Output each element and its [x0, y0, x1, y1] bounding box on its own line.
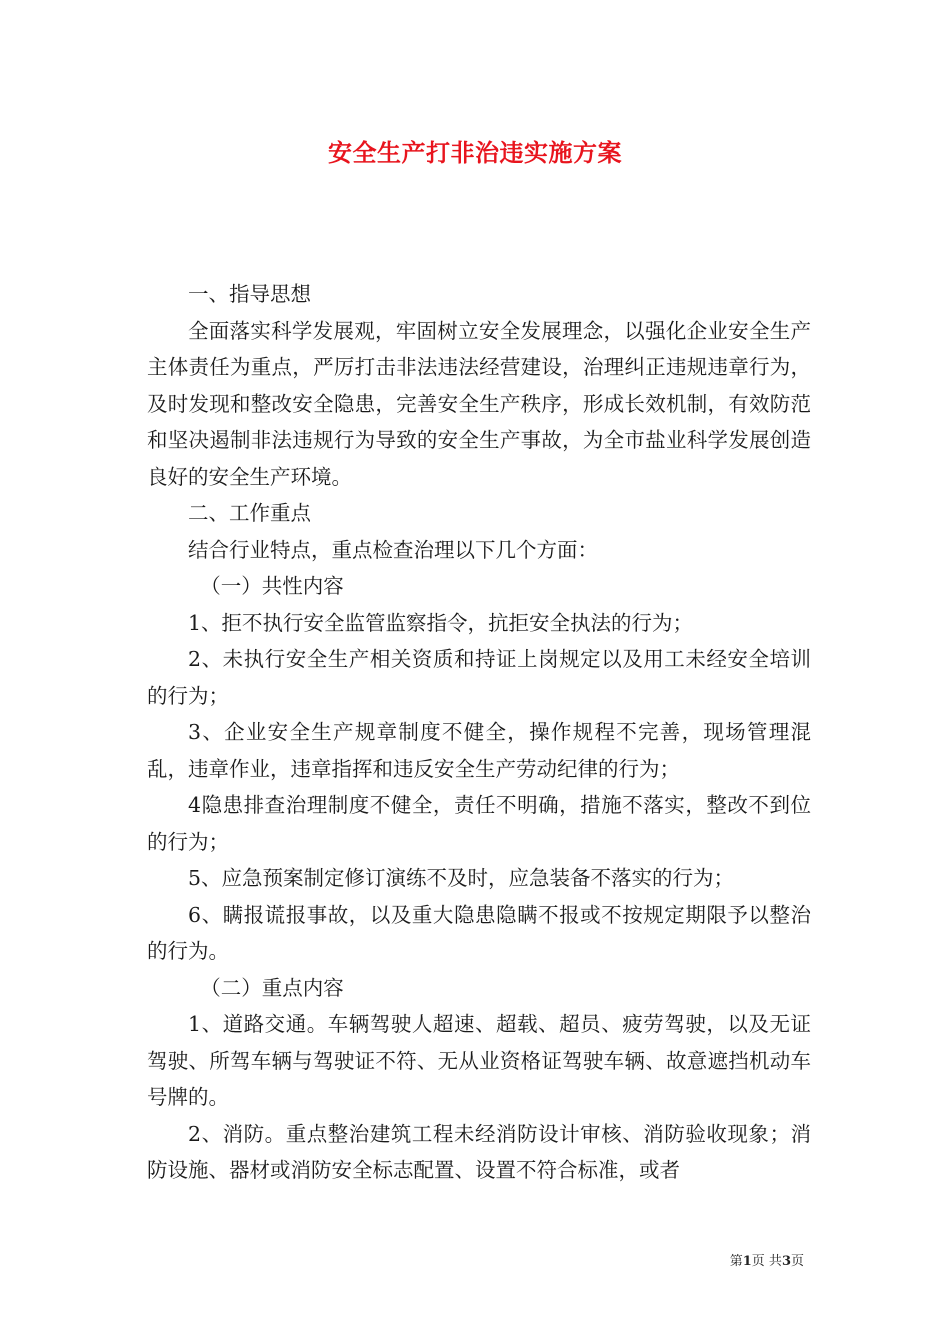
current-page-number: 1: [742, 1254, 752, 1269]
footer-suffix: 页: [790, 1254, 804, 1269]
document-title: 安全生产打非治违实施方案: [328, 138, 622, 167]
total-pages-number: 3: [781, 1254, 791, 1269]
page-footer: [730, 1250, 804, 1269]
list-item: 5、应急预案制定修订演练不及时，应急装备不落实的行为；: [188, 866, 735, 890]
paragraph: 全面落实科学发展观，牢固树立安全发展理念，以强化企业安全生产主体责任为重点，严厉打击非法违法经营建设，治理纠正违规违章行为，及时发现和整改安全隐患，完善安全生产秩序，形成长效机制，有效防范和坚决遏制非法违规行为导致的安全生产事故，为全市盐业科学发展创造良好的安全生产环境。: [147, 318, 811, 489]
list-item: 2、未执行安全生产相关资质和持证上岗规定以及用工未经安全培训的行为；: [147, 647, 811, 708]
list-item: 3、企业安全生产规章制度不健全，操作规程不完善，现场管理混乱，违章作业，违章指挥和违反安全生产劳动纪律的行为；: [147, 720, 811, 781]
subsection-heading: （一）共性内容: [200, 574, 344, 598]
subsection-heading: （二）重点内容: [200, 975, 344, 1000]
list-item: 2、消防。重点整治建筑工程未经消防设计审核、消防验收现象；消防设施、器材或消防安全标志配置、设置不符合标准，或者: [147, 1121, 811, 1182]
list-item: 4隐患排查治理制度不健全，责任不明确，措施不落实，整改不到位的行为；: [147, 793, 811, 854]
footer-middle: 页 共: [751, 1254, 782, 1269]
list-item: 1、拒不执行安全监管监察指令，抗拒安全执法的行为；: [188, 610, 694, 635]
footer-prefix: 第: [729, 1254, 743, 1269]
section-heading: 一、指导思想: [188, 282, 311, 306]
section-heading: 二、工作重点: [188, 501, 311, 525]
list-item: 1、道路交通。车辆驾驶人超速、超载、超员、疲劳驾驶，以及无证驾驶、所驾车辆与驾驶证不符、无从业资格证驾驶车辆、故意遮挡机动车号牌的。: [147, 1012, 811, 1109]
list-item: 6、瞒报谎报事故，以及重大隐患隐瞒不报或不按规定期限予以整治的行为。: [147, 902, 811, 963]
document-body: [147, 276, 811, 1189]
paragraph: 结合行业特点，重点检查治理以下几个方面：: [188, 537, 598, 562]
